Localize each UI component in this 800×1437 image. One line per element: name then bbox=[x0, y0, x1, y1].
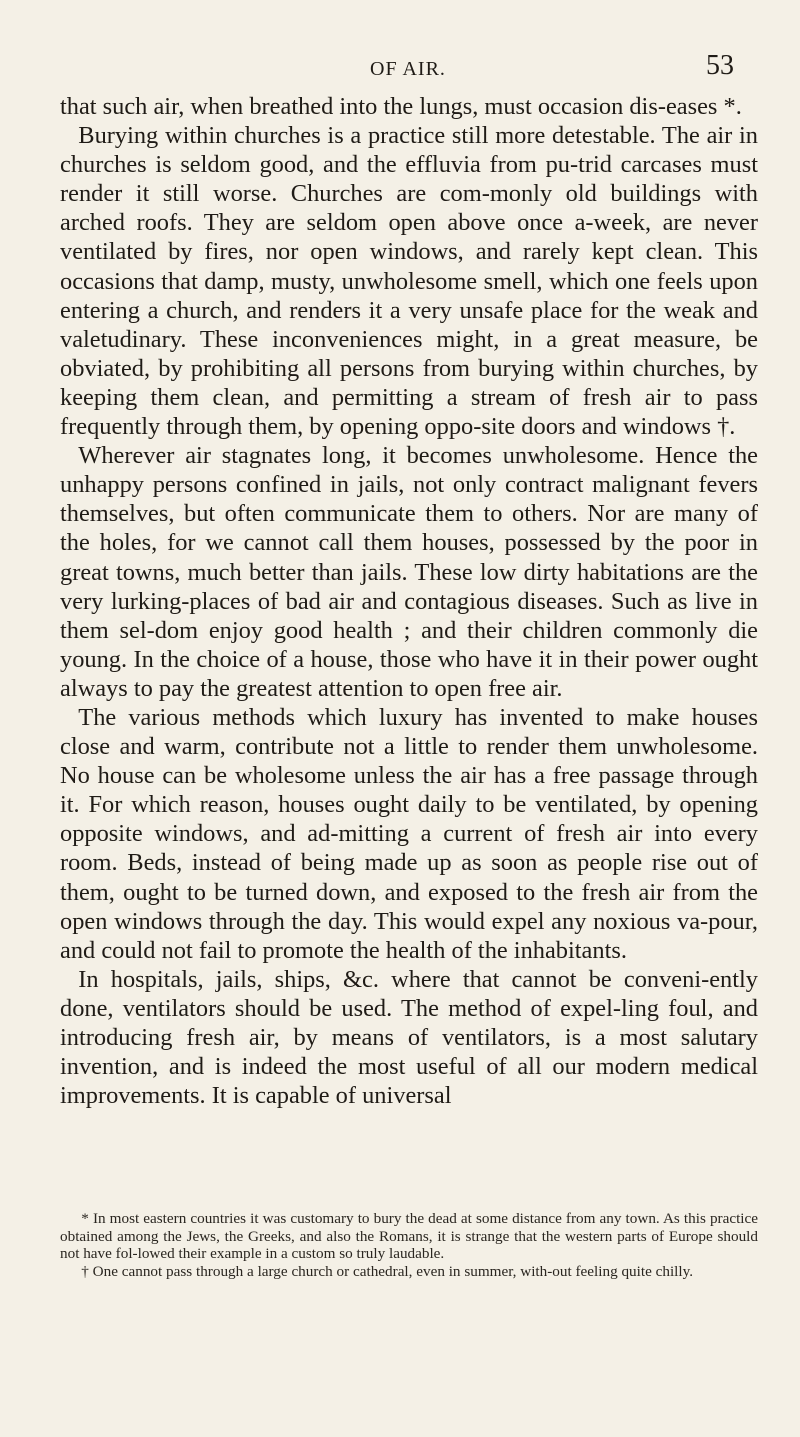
running-head bbox=[0, 46, 800, 86]
paragraph-ventilators: In hospitals, jails, ships, &c. where that cannot be conveni-ently done, ventilators should be used. The method of expel-ling foul, and introducing fresh air, by means of ventilators, is a most salutary invention, and is indeed the most useful of all our modern medical improvements. It is capable of universal bbox=[60, 965, 758, 1110]
body-text bbox=[60, 92, 758, 1110]
page-number: 53 bbox=[706, 50, 734, 81]
footnote-chilly-church: † One cannot pass through a large church or cathedral, even in summer, with-out feeling quite chilly. bbox=[81, 1262, 694, 1280]
paragraph-burying: Burying within churches is a practice still more detestable. The air in churches is seldom good, and the effluvia from pu-trid carcases must render it still worse. Churches are com-monly old buildings with arched roofs. They are seldom open above once a-week, are never ventilated by fires, nor open windows, and rarely kept clean. This occasions that damp, musty, unwholesome smell, which one feels upon entering a church, and renders it a very unsafe place for the weak and valetudinary. These inconveniences might, in a great measure, be obviated, by prohibiting all persons from burying within churches, by keeping them clean, and permitting a stream of fresh air to pass frequently through them, by opening oppo-site doors and windows †. bbox=[60, 122, 758, 441]
paragraph-ventilating-houses: The various methods which luxury has invented to make houses close and warm, contribute not a little to render them unwholesome. No house can be wholesome unless the air has a free passage through it. For which reason, houses ought daily to be ventilated, by opening opposite windows, and ad-mitting a current of fresh air into every room. Beds, instead of being made up as soon as people rise out of them, ought to be turned down, and exposed to the fresh air from the open windows through the day. This would expel any noxious va-pour, and could not fail to promote the health of the inhabitants. bbox=[60, 703, 758, 964]
paragraph-continuation: that such air, when breathed into the lungs, must occasion dis-eases *. bbox=[60, 93, 742, 120]
footnotes bbox=[60, 1210, 758, 1280]
footnote-burial-custom: * In most eastern countries it was customary to bury the dead at some distance from any town. As this practice obtained among the Jews, the Greeks, and also the Romans, it is strange that the western parts of Europe should not have fol-lowed their example in a custom so truly laudable. bbox=[60, 1210, 758, 1263]
paragraph-stagnant-air: Wherever air stagnates long, it becomes unwholesome. Hence the unhappy persons confined in jails, not only contract malignant fevers themselves, but often communicate them to others. Nor are many of the holes, for we cannot call them houses, possessed by the poor in great towns, much better than jails. These low dirty habitations are the very lurking-places of bad air and contagious diseases. Such as live in them sel-dom enjoy good health ; and their children commonly die young. In the choice of a house, those who have it in their power ought always to pay the greatest attention to open free air. bbox=[60, 442, 758, 702]
running-title: OF AIR. bbox=[370, 58, 446, 80]
